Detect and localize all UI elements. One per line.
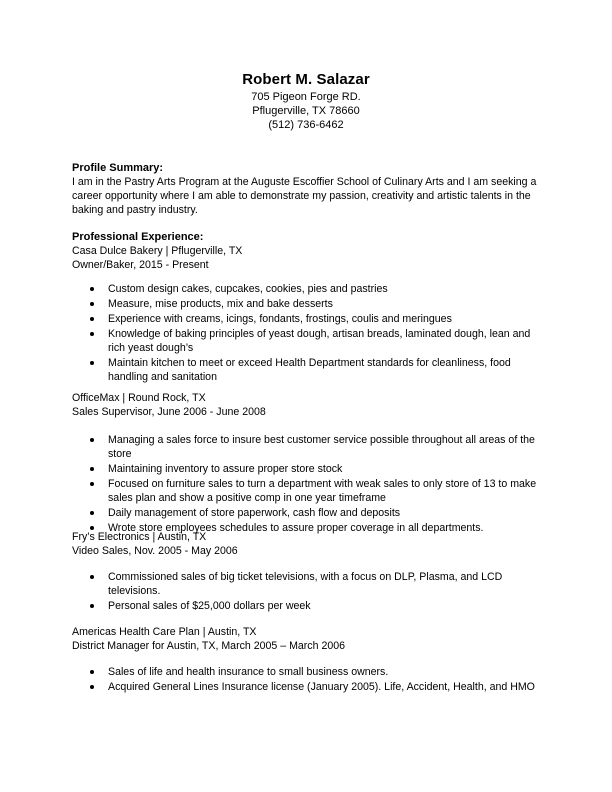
candidate-name: Robert M. Salazar bbox=[242, 71, 370, 88]
job-role: District Manager for Austin, TX, March 2005 – March 2006 bbox=[72, 640, 346, 652]
experience-heading: Professional Experience: bbox=[72, 231, 204, 243]
job-americas-health-care bbox=[72, 625, 542, 653]
bullet-item: Wrote store employees schedules to assure proper coverage in all departments. bbox=[72, 521, 542, 535]
bullet-icon bbox=[90, 467, 94, 471]
bullet-item: Sales of life and health insurance to small business owners. bbox=[72, 665, 542, 679]
job-company: Casa Dulce Bakery | Pflugerville, TX bbox=[72, 245, 243, 257]
bullet-item: Experience with creams, icings, fondants, frostings, coulis and meringues bbox=[72, 312, 542, 326]
experience-section bbox=[72, 230, 542, 272]
job-company: Fry’s Electronics | Austin, TX bbox=[72, 531, 207, 543]
bullet-icon bbox=[90, 511, 94, 515]
bullet-item: Daily management of store paperwork, cash flow and deposits bbox=[72, 506, 542, 520]
resume-header bbox=[0, 70, 612, 132]
bullet-icon bbox=[90, 361, 94, 365]
phone-number: (512) 736-6462 bbox=[268, 119, 344, 131]
address-line-2: Pflugerville, TX 78660 bbox=[252, 105, 360, 117]
bullet-icon bbox=[90, 604, 94, 608]
job-frys-electronics bbox=[72, 530, 542, 558]
profile-summary-section bbox=[72, 161, 542, 217]
bullet-item: Custom design cakes, cupcakes, cookies, pies and pastries bbox=[72, 282, 542, 296]
bullet-item: Maintaining inventory to assure proper store stock bbox=[72, 462, 542, 476]
job-casa-dulce bbox=[72, 244, 542, 272]
bullet-item: Managing a sales force to insure best customer service possible throughout all areas of the store bbox=[72, 433, 542, 461]
job-officemax-bullets bbox=[72, 433, 542, 536]
profile-summary-text: I am in the Pastry Arts Program at the Auguste Escoffier School of Culinary Arts and I am seeking a career opportunity where I am able to demonstrate my passion, creativity and artistic talents in the baking and pastry industry. bbox=[72, 176, 537, 216]
job-company: OfficeMax | Round Rock, TX bbox=[72, 392, 206, 404]
job-role: Sales Supervisor, June 2006 - June 2008 bbox=[72, 406, 266, 418]
job-officemax bbox=[72, 391, 542, 419]
bullet-icon bbox=[90, 575, 94, 579]
bullet-item: Knowledge of baking principles of yeast dough, artisan breads, laminated dough, lean and rich yeast dough’s bbox=[72, 327, 542, 355]
bullet-item: Measure, mise products, mix and bake desserts bbox=[72, 297, 542, 311]
job-role: Video Sales, Nov. 2005 - May 2006 bbox=[72, 545, 238, 557]
bullet-item: Personal sales of $25,000 dollars per week bbox=[72, 599, 542, 613]
bullet-item: Maintain kitchen to meet or exceed Health Department standards for cleanliness, food handling and sanitation bbox=[72, 356, 542, 384]
job-company: Americas Health Care Plan | Austin, TX bbox=[72, 626, 257, 638]
bullet-icon bbox=[90, 438, 94, 442]
job-role: Owner/Baker, 2015 - Present bbox=[72, 259, 209, 271]
bullet-item: Acquired General Lines Insurance license (January 2005). Life, Accident, Health, and HMO bbox=[72, 680, 542, 694]
bullet-item: Commissioned sales of big ticket televisions, with a focus on DLP, Plasma, and LCD televisions. bbox=[72, 570, 542, 598]
bullet-icon bbox=[90, 317, 94, 321]
profile-summary-heading: Profile Summary: bbox=[72, 162, 164, 174]
bullet-icon bbox=[90, 670, 94, 674]
bullet-icon bbox=[90, 302, 94, 306]
job-casa-dulce-bullets bbox=[72, 282, 542, 385]
bullet-icon bbox=[90, 482, 94, 486]
bullet-icon bbox=[90, 685, 94, 689]
address-line-1: 705 Pigeon Forge RD. bbox=[251, 91, 361, 103]
bullet-icon bbox=[90, 332, 94, 336]
job-americas-health-care-bullets bbox=[72, 665, 542, 695]
bullet-item: Focused on furniture sales to turn a department with weak sales to only store of 13 to make sales plan and show a positive comp in one year timeframe bbox=[72, 477, 542, 505]
job-frys-electronics-bullets bbox=[72, 570, 542, 614]
bullet-icon bbox=[90, 287, 94, 291]
